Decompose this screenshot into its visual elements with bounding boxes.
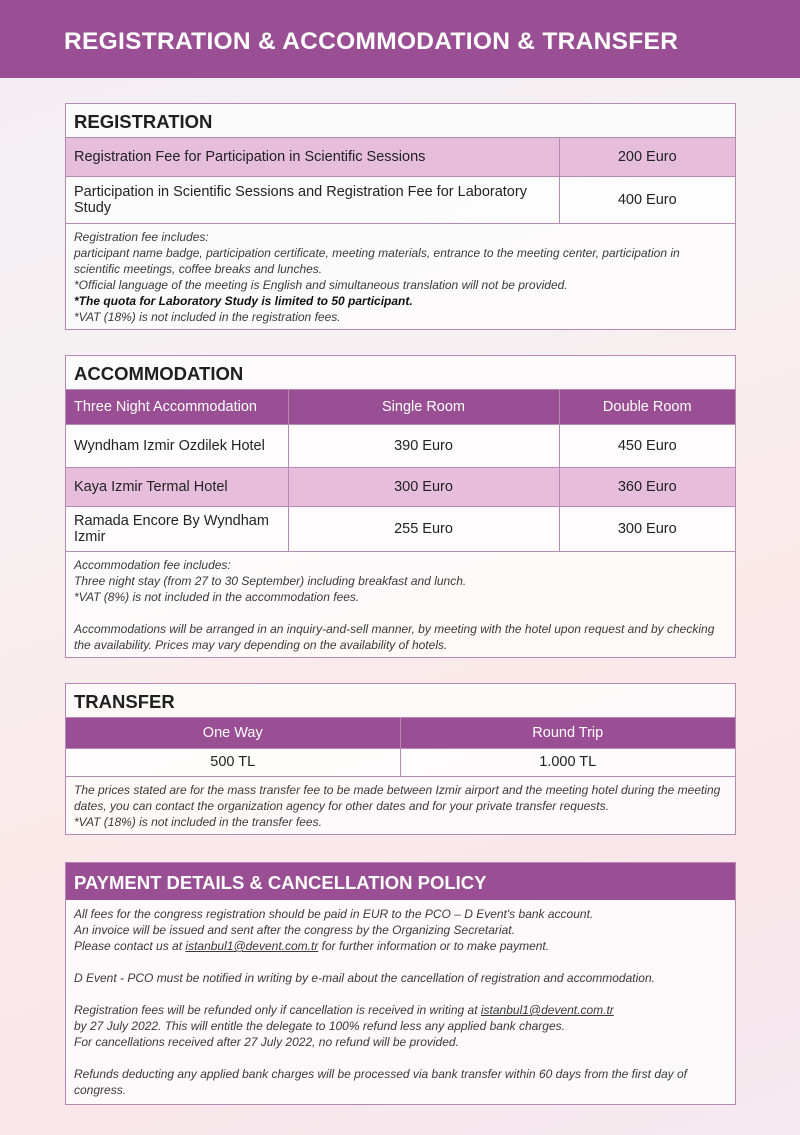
notes-line: For cancellations received after 27 July 2022, no refund will be provided. <box>74 1035 459 1049</box>
table-header-row <box>66 390 735 424</box>
round-trip-price: 1.000 TL <box>400 748 735 776</box>
notes-spacer <box>74 986 727 1002</box>
notes-line: The prices stated are for the mass transfer fee to be made between Izmir airport and the meeting hotel during the meeting dates, you can contact the organization agency for other dates and for your private transfer requests. <box>74 782 721 813</box>
notes-text: Registration fees will be refunded only if cancellation is received in writing at <box>74 1003 481 1017</box>
notes-line: *VAT (18%) is not included in the registration fees. <box>74 309 341 324</box>
payment-title: PAYMENT DETAILS & CANCELLATION POLICY <box>66 863 735 900</box>
page-title: REGISTRATION & ACCOMMODATION & TRANSFER <box>64 28 679 55</box>
notes-line: An invoice will be issued and sent after the congress by the Organizing Secretariat. <box>74 923 515 937</box>
registration-title: REGISTRATION <box>66 104 735 138</box>
fee-price: 400 Euro <box>559 176 735 223</box>
column-header: Double Room <box>559 390 735 424</box>
notes-heading: Registration fee includes: <box>74 229 209 244</box>
table-row <box>66 176 735 223</box>
notes-line: Accommodations will be arranged in an inquiry-and-sell manner, by meeting with the hotel upon request and by checking the availability. Prices may vary depending on the availability of hotels. <box>74 621 715 652</box>
single-price: 255 Euro <box>288 506 559 551</box>
notes-line: Refunds deducting any applied bank charges will be processed via bank transfer within 60 days from the first day of congress. <box>74 1067 688 1097</box>
column-header: Three Night Accommodation <box>66 390 288 424</box>
hotel-name: Kaya Izmir Termal Hotel <box>66 467 288 506</box>
transfer-table <box>66 718 735 777</box>
table-row <box>66 424 735 467</box>
one-way-price: 500 TL <box>66 748 400 776</box>
column-header: Single Room <box>288 390 559 424</box>
notes-line: by 27 July 2022. This will entitle the delegate to 100% refund less any applied bank charges. <box>74 1019 565 1033</box>
fee-label: Participation in Scientific Sessions and Registration Fee for Laboratory Study <box>66 176 559 223</box>
notes-line: All fees for the congress registration should be paid in EUR to the PCO – D Event's bank account. <box>74 907 594 921</box>
email-link[interactable]: istanbul1@devent.com.tr <box>185 939 319 953</box>
accommodation-section <box>65 355 736 658</box>
notes-spacer <box>74 605 727 621</box>
notes-spacer <box>74 954 727 970</box>
accommodation-notes <box>66 552 735 657</box>
single-price: 300 Euro <box>288 467 559 506</box>
notes-line-bold: *The quota for Laboratory Study is limited to 50 participant. <box>74 293 413 308</box>
double-price: 300 Euro <box>559 506 735 551</box>
transfer-section <box>65 683 736 835</box>
notes-line: *Official language of the meeting is English and simultaneous translation will not be provided. <box>74 277 568 292</box>
transfer-notes <box>66 777 735 834</box>
column-header: Round Trip <box>400 718 735 748</box>
notes-text: for further information or to make payment. <box>318 939 550 953</box>
payment-notes <box>66 900 735 1104</box>
notes-line: *VAT (8%) is not included in the accommodation fees. <box>74 589 360 604</box>
registration-section <box>65 103 736 330</box>
accommodation-title: ACCOMMODATION <box>66 356 735 390</box>
notes-text: Please contact us at <box>74 939 186 953</box>
column-header: One Way <box>66 718 400 748</box>
notes-spacer <box>74 1050 727 1066</box>
fee-price: 200 Euro <box>559 138 735 176</box>
page-header <box>0 0 800 78</box>
transfer-title: TRANSFER <box>66 684 735 718</box>
notes-line: *VAT (18%) is not included in the transfer fees. <box>74 814 322 829</box>
notes-line <box>74 938 727 954</box>
registration-notes <box>66 224 735 329</box>
email-link[interactable]: istanbul1@devent.com.tr <box>480 1003 614 1017</box>
table-row <box>66 138 735 176</box>
notes-line <box>74 1002 727 1018</box>
accommodation-table <box>66 390 735 552</box>
hotel-name: Wyndham Izmir Ozdilek Hotel <box>66 424 288 467</box>
notes-heading: Accommodation fee includes: <box>74 557 231 572</box>
table-row <box>66 467 735 506</box>
double-price: 450 Euro <box>559 424 735 467</box>
table-row <box>66 748 735 776</box>
notes-line: D Event - PCO must be notified in writing by e-mail about the cancellation of registration and accommodation. <box>74 971 655 985</box>
registration-table <box>66 138 735 224</box>
double-price: 360 Euro <box>559 467 735 506</box>
table-row <box>66 506 735 551</box>
table-header-row <box>66 718 735 748</box>
single-price: 390 Euro <box>288 424 559 467</box>
notes-line: participant name badge, participation certificate, meeting materials, entrance to the meeting center, participation in scientific meetings, coffee breaks and lunches. <box>74 245 680 276</box>
notes-line: Three night stay (from 27 to 30 September) including breakfast and lunch. <box>74 573 467 588</box>
hotel-name: Ramada Encore By Wyndham Izmir <box>66 506 288 551</box>
fee-label: Registration Fee for Participation in Scientific Sessions <box>66 138 559 176</box>
payment-section <box>65 862 736 1105</box>
